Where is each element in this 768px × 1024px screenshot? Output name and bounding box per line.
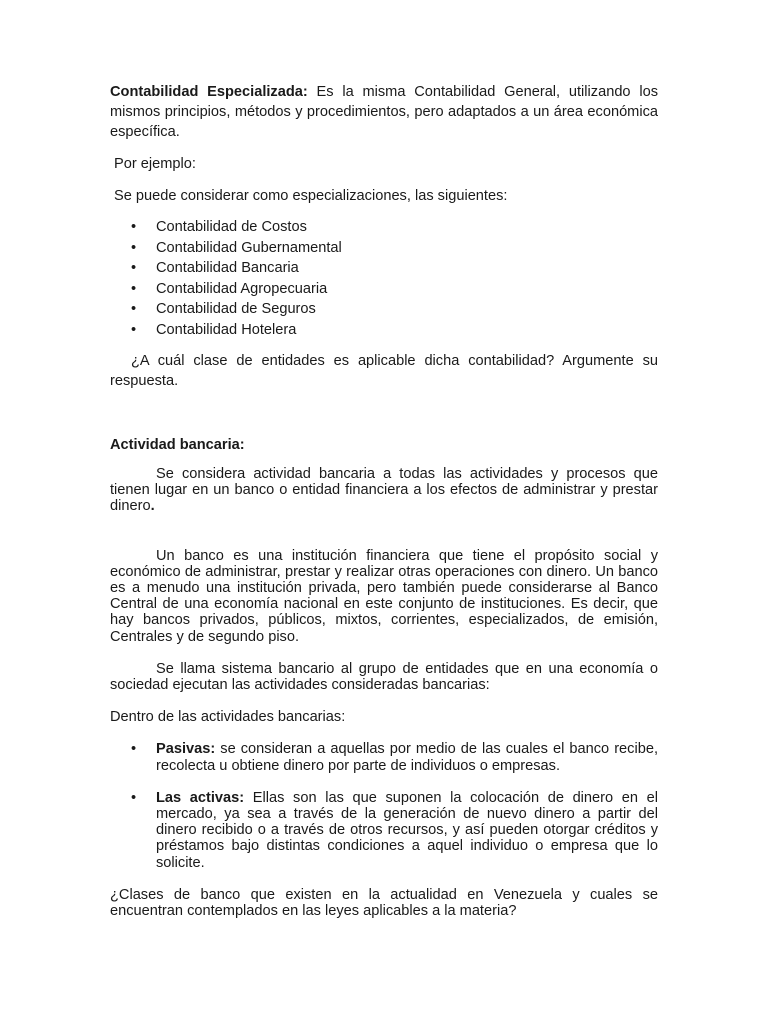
bullet-icon: •: [131, 741, 137, 758]
bullet-icon: •: [131, 239, 137, 256]
bullet-icon: •: [131, 789, 137, 806]
bullet-icon: •: [131, 219, 137, 235]
banking-activities-intro: Dentro de las actividades bancarias:: [110, 709, 346, 726]
list-item: • Contabilidad Agropecuaria: [110, 279, 658, 300]
specialized-accounting-heading: Contabilidad Especializada:: [110, 84, 308, 100]
banking-activity-heading: Actividad bancaria:: [110, 437, 245, 453]
list-item: • Contabilidad Bancaria: [110, 258, 658, 279]
bullet-icon: •: [131, 321, 137, 338]
example-label: Por ejemplo:: [114, 156, 196, 172]
banking-definition-paragraph: Se considera actividad bancaria a todas las actividades y procesos que tienen lugar en un banco o entidad financiera a los efectos de administrar y prestar dinero.: [110, 466, 658, 515]
specialized-accounting-paragraph: [110, 82, 658, 142]
applicability-question: ¿A cuál clase de entidades es aplicable dicha contabilidad? Argumente su respuesta.: [110, 353, 658, 389]
bullet-icon: •: [131, 301, 137, 317]
list-item: • Contabilidad de Costos: [110, 217, 658, 238]
list-item: • Contabilidad Hotelera: [110, 320, 658, 341]
banking-system-paragraph: Se llama sistema bancario al grupo de entidades que en una economía o sociedad ejecutan las actividades consideradas bancarias:: [110, 660, 658, 694]
banking-activities-list: [110, 741, 658, 870]
specializations-list: [110, 217, 658, 340]
bullet-icon: •: [131, 260, 137, 276]
list-item: • Contabilidad Gubernamental: [110, 238, 658, 259]
specializations-intro: Se puede considerar como especializaciones, las siguientes:: [114, 188, 508, 204]
bank-definition-paragraph: Un banco es una institución financiera que tiene el propósito social y económico de administrar, prestar y realizar otras operaciones con dinero. Un banco es a menudo una institución privada, pero también puede considerarse al Banco Central de una economía nacional en este conjunto de instituciones. Es decir, que hay bancos privados, públicos, mixtos, corrientes, especializados, de emisión, Centrales y de segundo piso.: [110, 547, 658, 645]
list-item-pasivas: • Pasivas: se consideran a aquellas por medio de las cuales el banco recibe, recolecta u obtiene dinero por parte de individuos o empresas.: [131, 741, 658, 774]
list-item-activas: • Las activas: Ellas son las que suponen la colocación de dinero en el mercado, ya sea a través de la generación de nuevo dinero a partir del dinero recibido o a través de otros recursos, y así pueden otorgar créditos y préstamos bajo distintas condiciones a aquel individuo o empresa que lo solicite.: [131, 789, 658, 871]
list-item: • Contabilidad de Seguros: [110, 299, 658, 320]
specialized-accounting-text: Es la misma Contabilidad General, utilizando los mismos principios, métodos y procedimientos, pero adaptados a un área económica específica.: [110, 84, 658, 140]
bullet-icon: •: [131, 280, 137, 297]
bank-types-question: ¿Clases de banco que existen en la actualidad en Venezuela y cuales se encuentran contemplados en las leyes aplicables a la materia?: [110, 886, 658, 920]
document-content: [110, 82, 658, 919]
